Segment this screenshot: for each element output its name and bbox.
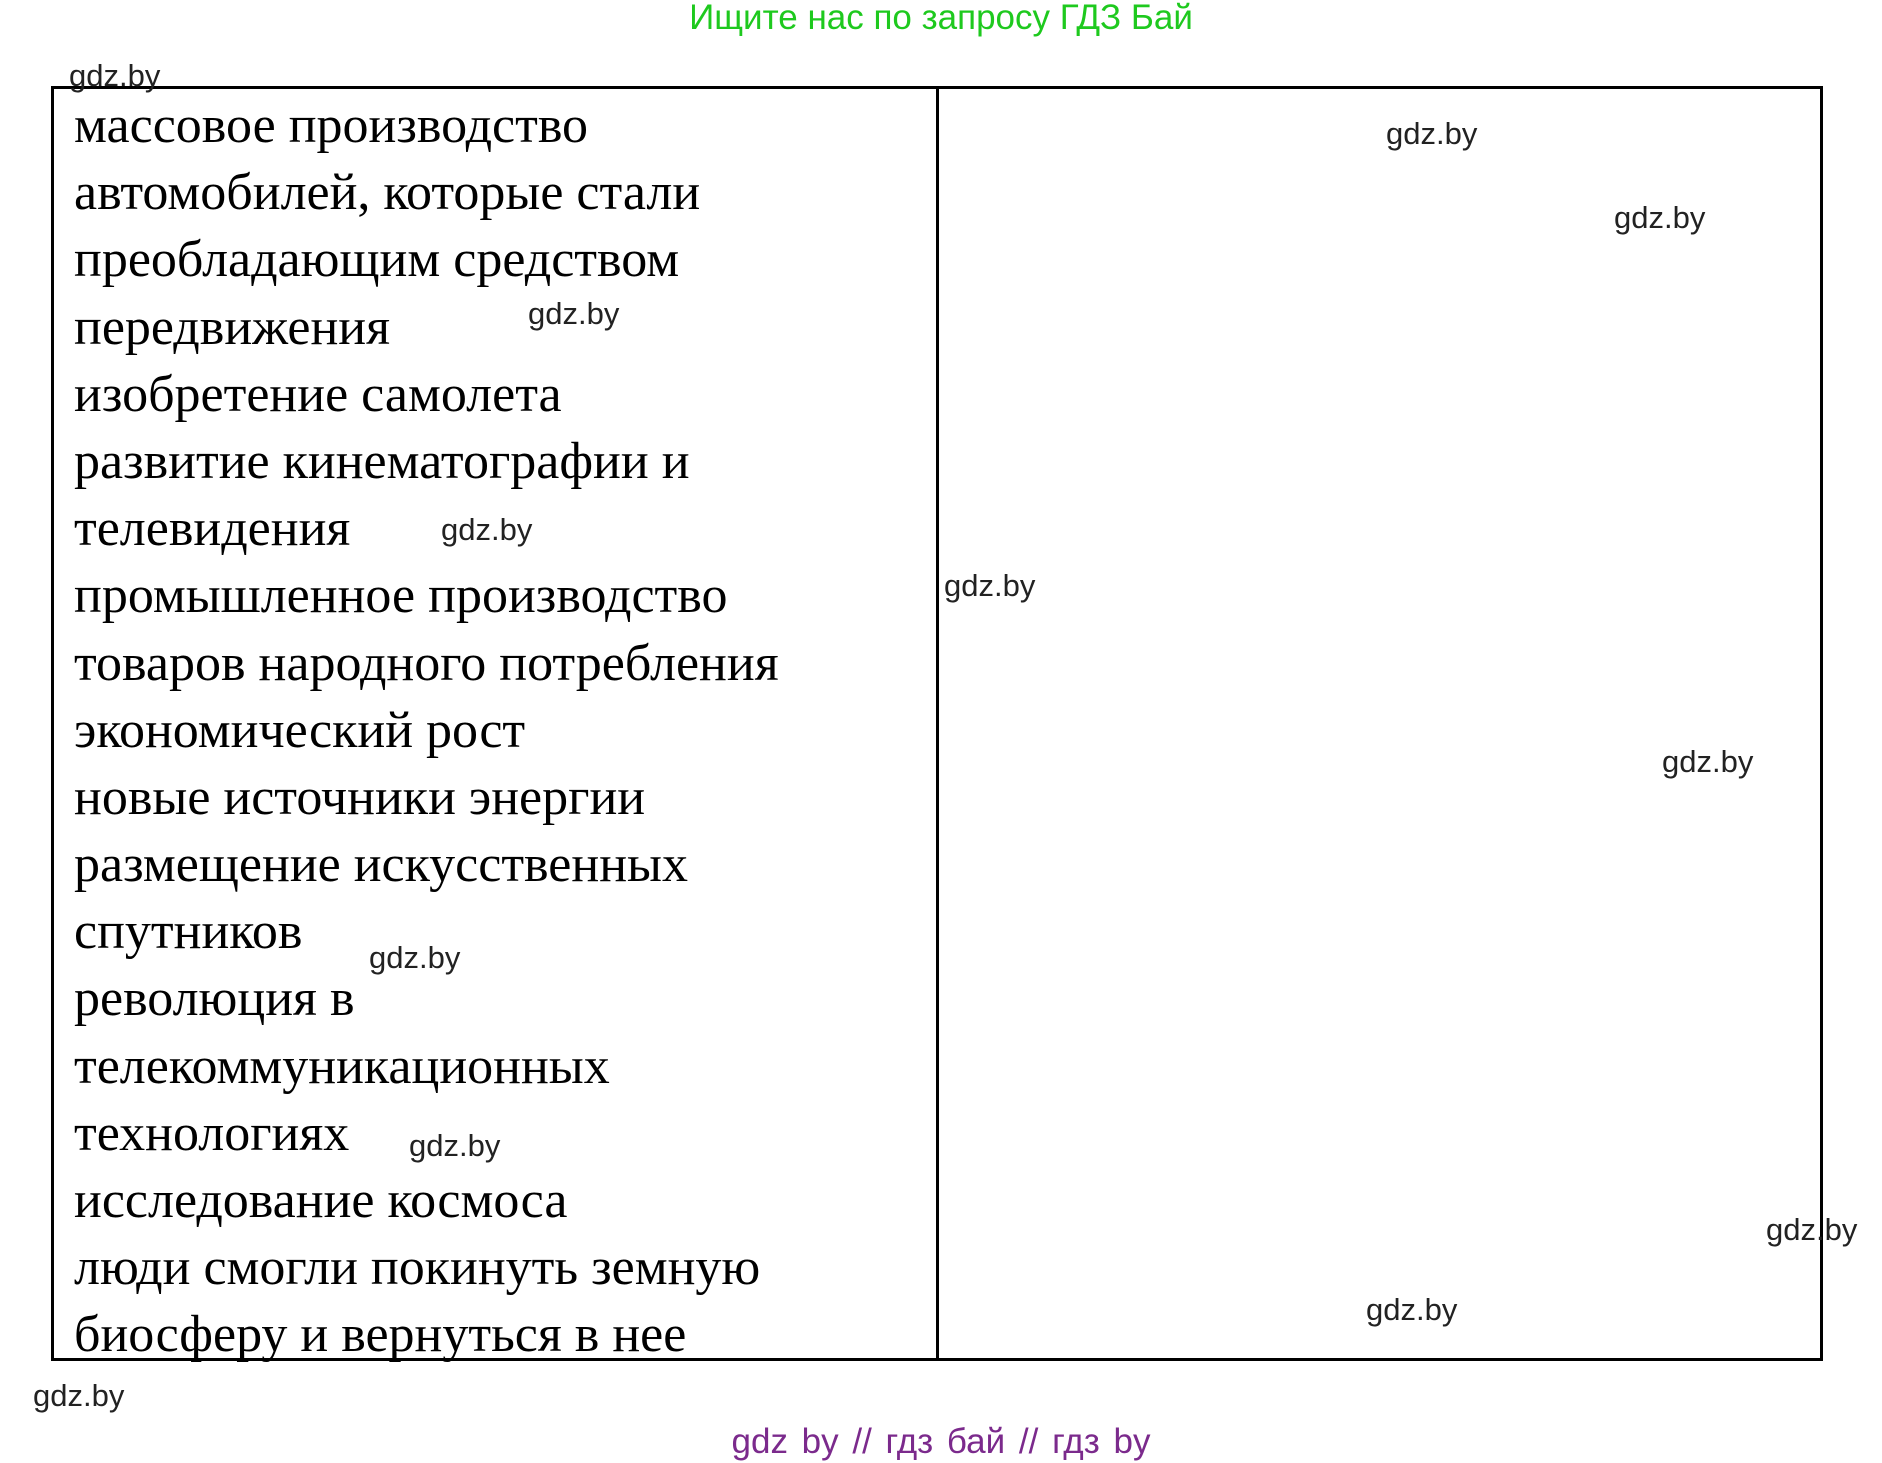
- search-hint-banner: Ищите нас по запросу ГДЗ Бай: [689, 0, 1193, 37]
- watermark: gdz.by: [409, 1128, 501, 1163]
- watermark: gdz.by: [1366, 1292, 1458, 1327]
- cell-line: люди смогли покинуть земную: [74, 1239, 761, 1297]
- cell-line: развитие кинематографии и: [74, 432, 690, 490]
- table-column-divider: [936, 86, 939, 1361]
- table-left-cell: [74, 92, 924, 1369]
- cell-line: биосферу и вернуться в нее: [74, 1306, 687, 1364]
- cell-line: телекоммуникационных: [74, 1037, 610, 1095]
- site-footer: gdz by // гдз бай // гдз by: [731, 1422, 1151, 1461]
- cell-line: размещение искусственных: [74, 836, 688, 894]
- cell-line: передвижения: [74, 298, 391, 356]
- cell-line: технологиях: [74, 1104, 350, 1162]
- watermark: gdz.by: [441, 512, 533, 547]
- cell-line: преобладающим средством: [74, 231, 680, 289]
- cell-line: автомобилей, которые стали: [74, 164, 701, 222]
- watermark: gdz.by: [69, 58, 161, 93]
- watermark: gdz.by: [1614, 200, 1706, 235]
- cell-line: революция в: [74, 970, 355, 1028]
- cell-line: телевидения: [74, 500, 351, 558]
- watermark: gdz.by: [33, 1378, 125, 1413]
- watermark: gdz.by: [1386, 116, 1478, 151]
- watermark: gdz.by: [1766, 1212, 1858, 1247]
- cell-line: изобретение самолета: [74, 365, 562, 423]
- cell-line: спутников: [74, 903, 303, 961]
- watermark: gdz.by: [1662, 744, 1754, 779]
- watermark: gdz.by: [528, 296, 620, 331]
- cell-line: промышленное производство: [74, 567, 728, 625]
- cell-line: исследование космоса: [74, 1172, 568, 1229]
- cell-line: экономический рост: [74, 701, 526, 759]
- watermark: gdz.by: [369, 940, 461, 975]
- cell-line: новые источники энергии: [74, 768, 646, 826]
- cell-line: массовое производство: [74, 97, 589, 154]
- watermark: gdz.by: [944, 568, 1036, 603]
- cell-line: товаров народного потребления: [74, 634, 779, 692]
